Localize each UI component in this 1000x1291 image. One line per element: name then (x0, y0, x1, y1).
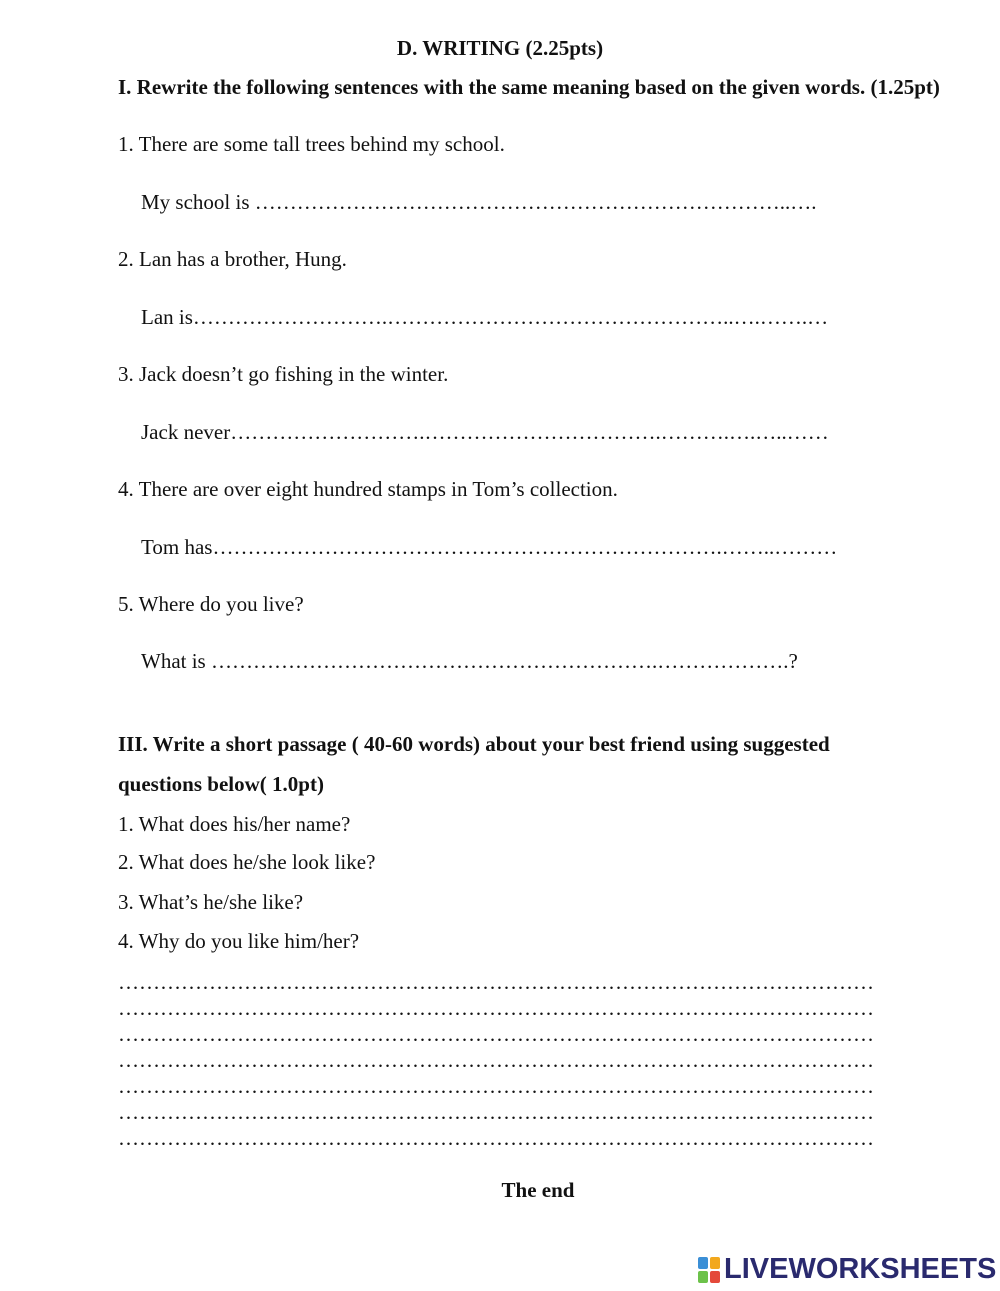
answer-line-5[interactable]: What is ……………………………………………………….……………….? (141, 649, 798, 673)
logo-square-red (710, 1271, 720, 1283)
logo-text: LIVEWORKSHEETS (724, 1253, 997, 1285)
suggested-question-4: 4. Why do you like him/her? (118, 929, 360, 953)
logo-square-orange (710, 1257, 720, 1269)
question-4: 4. There are over eight hundred stamps in Tom’s collection. (118, 477, 618, 501)
section1-instruction: I. Rewrite the following sentences with the same meaning based on the given words. (1.25pt) (118, 75, 940, 99)
liveworksheets-logo (697, 1253, 996, 1286)
question-1: 1. There are some tall trees behind my school. (118, 132, 505, 156)
section3-instruction-line2: questions below( 1.0pt) (118, 772, 324, 796)
end-text: The end (501, 1178, 575, 1202)
suggested-question-3: 3. What’s he/she like? (118, 890, 304, 914)
writing-line-3[interactable]: ……………………………………………………………………………………………… (118, 1022, 874, 1046)
question-3: 3. Jack doesn’t go fishing in the winter. (118, 362, 449, 386)
suggested-question-1: 1. What does his/her name? (118, 812, 351, 836)
writing-line-5[interactable]: ……………………………………………………………………………………………… (118, 1074, 874, 1098)
liveworksheets-logo-icon (697, 1256, 721, 1284)
writing-line-4[interactable]: ……………………………………………………………………………………………… (118, 1048, 874, 1072)
writing-line-7[interactable]: ……………………………………………………………………………………………… (118, 1126, 874, 1150)
answer-line-4[interactable]: Tom has……………………………………………………………….……..……… (141, 535, 838, 559)
logo-square-blue (698, 1257, 708, 1269)
writing-line-2[interactable]: ……………………………………………………………………………………………… (118, 996, 874, 1020)
question-2: 2. Lan has a brother, Hung. (118, 247, 347, 271)
answer-line-3[interactable]: Jack never……………………….…………………………….……….….…..…… (141, 420, 829, 444)
suggested-question-2: 2. What does he/she look like? (118, 850, 376, 874)
page-title: D. WRITING (2.25pts) (396, 36, 604, 60)
writing-line-6[interactable]: ……………………………………………………………………………………………… (118, 1100, 874, 1124)
answer-line-1[interactable]: My school is …………………………………………………………………..…. (141, 190, 817, 214)
writing-line-1[interactable]: ……………………………………………………………………………………………… (118, 970, 874, 994)
question-5: 5. Where do you live? (118, 592, 304, 616)
section3-instruction-line1: III. Write a short passage ( 40-60 words) about your best friend using suggested (118, 732, 830, 756)
logo-square-green (698, 1271, 708, 1283)
answer-line-2[interactable]: Lan is……………………….…………………………………………..….…….… (141, 305, 829, 329)
